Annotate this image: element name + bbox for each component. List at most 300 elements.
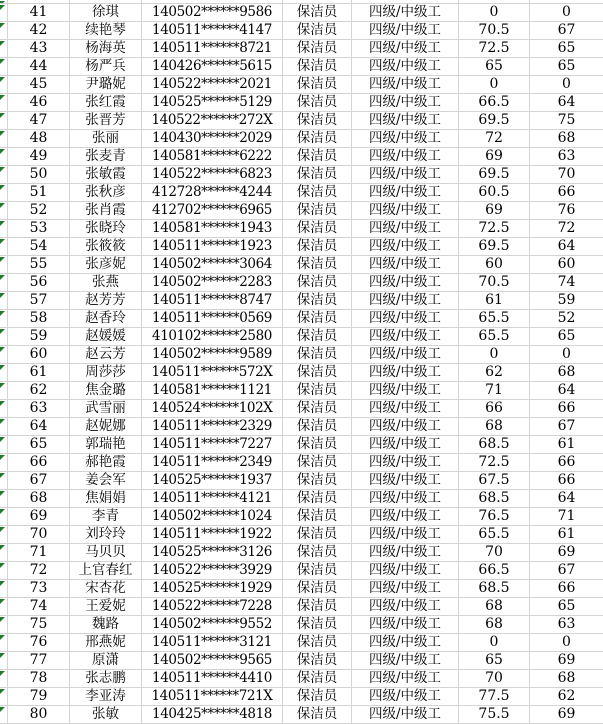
score2-cell[interactable]: 64: [530, 94, 603, 112]
name-cell[interactable]: 邢燕妮: [70, 634, 142, 652]
row-number-cell[interactable]: 64: [8, 418, 70, 436]
id-number-cell[interactable]: 140511******4410: [142, 670, 283, 688]
level-cell[interactable]: 四级/中级工: [352, 526, 459, 544]
position-cell[interactable]: 保洁员: [283, 688, 352, 706]
id-number-cell[interactable]: 140581******1121: [142, 382, 283, 400]
name-cell[interactable]: 张燕: [70, 274, 142, 292]
name-cell[interactable]: 焦娟娟: [70, 490, 142, 508]
row-number-cell[interactable]: 41: [8, 4, 70, 22]
indicator-cell[interactable]: [0, 166, 8, 184]
indicator-cell[interactable]: [0, 4, 8, 22]
row-number-cell[interactable]: 76: [8, 634, 70, 652]
level-cell[interactable]: 四级/中级工: [352, 364, 459, 382]
id-number-cell[interactable]: 140511******4121: [142, 490, 283, 508]
id-number-cell[interactable]: 140502******9589: [142, 346, 283, 364]
id-number-cell[interactable]: 140511******1923: [142, 238, 283, 256]
indicator-cell[interactable]: [0, 472, 8, 490]
level-cell[interactable]: 四级/中级工: [352, 616, 459, 634]
id-number-cell[interactable]: 140522******6823: [142, 166, 283, 184]
level-cell[interactable]: 四级/中级工: [352, 490, 459, 508]
score1-cell[interactable]: 77.5: [459, 688, 530, 706]
level-cell[interactable]: 四级/中级工: [352, 580, 459, 598]
row-number-cell[interactable]: 47: [8, 112, 70, 130]
indicator-cell[interactable]: [0, 184, 8, 202]
indicator-cell[interactable]: [0, 454, 8, 472]
position-cell[interactable]: 保洁员: [283, 418, 352, 436]
level-cell[interactable]: 四级/中级工: [352, 22, 459, 40]
score1-cell[interactable]: 0: [459, 346, 530, 364]
name-cell[interactable]: 赵媛媛: [70, 328, 142, 346]
name-cell[interactable]: 张麦青: [70, 148, 142, 166]
name-cell[interactable]: 张红霞: [70, 94, 142, 112]
name-cell[interactable]: 赵云芳: [70, 346, 142, 364]
level-cell[interactable]: 四级/中级工: [352, 346, 459, 364]
score2-cell[interactable]: 52: [530, 310, 603, 328]
indicator-cell[interactable]: [0, 130, 8, 148]
level-cell[interactable]: 四级/中级工: [352, 670, 459, 688]
name-cell[interactable]: 张敏: [70, 706, 142, 724]
indicator-cell[interactable]: [0, 58, 8, 76]
level-cell[interactable]: 四级/中级工: [352, 184, 459, 202]
id-number-cell[interactable]: 140511******572X: [142, 364, 283, 382]
name-cell[interactable]: 周莎莎: [70, 364, 142, 382]
row-number-cell[interactable]: 73: [8, 580, 70, 598]
level-cell[interactable]: 四级/中级工: [352, 76, 459, 94]
row-number-cell[interactable]: 70: [8, 526, 70, 544]
name-cell[interactable]: 张秋彦: [70, 184, 142, 202]
level-cell[interactable]: 四级/中级工: [352, 220, 459, 238]
row-number-cell[interactable]: 69: [8, 508, 70, 526]
name-cell[interactable]: 郭瑞艳: [70, 436, 142, 454]
score1-cell[interactable]: 69.5: [459, 238, 530, 256]
position-cell[interactable]: 保洁员: [283, 562, 352, 580]
level-cell[interactable]: 四级/中级工: [352, 652, 459, 670]
score2-cell[interactable]: 65: [530, 598, 603, 616]
indicator-cell[interactable]: [0, 40, 8, 58]
level-cell[interactable]: 四级/中级工: [352, 238, 459, 256]
id-number-cell[interactable]: 140525******1929: [142, 580, 283, 598]
name-cell[interactable]: 王爱妮: [70, 598, 142, 616]
position-cell[interactable]: 保洁员: [283, 184, 352, 202]
position-cell[interactable]: 保洁员: [283, 292, 352, 310]
position-cell[interactable]: 保洁员: [283, 202, 352, 220]
row-number-cell[interactable]: 53: [8, 220, 70, 238]
position-cell[interactable]: 保洁员: [283, 346, 352, 364]
id-number-cell[interactable]: 140581******1943: [142, 220, 283, 238]
level-cell[interactable]: 四级/中级工: [352, 4, 459, 22]
score1-cell[interactable]: 68: [459, 598, 530, 616]
position-cell[interactable]: 保洁员: [283, 328, 352, 346]
level-cell[interactable]: 四级/中级工: [352, 418, 459, 436]
id-number-cell[interactable]: 140502******3064: [142, 256, 283, 274]
score1-cell[interactable]: 68: [459, 418, 530, 436]
indicator-cell[interactable]: [0, 148, 8, 166]
id-number-cell[interactable]: 140502******9565: [142, 652, 283, 670]
position-cell[interactable]: 保洁员: [283, 4, 352, 22]
indicator-cell[interactable]: [0, 580, 8, 598]
row-number-cell[interactable]: 50: [8, 166, 70, 184]
position-cell[interactable]: 保洁员: [283, 634, 352, 652]
position-cell[interactable]: 保洁员: [283, 94, 352, 112]
row-number-cell[interactable]: 43: [8, 40, 70, 58]
row-number-cell[interactable]: 77: [8, 652, 70, 670]
position-cell[interactable]: 保洁员: [283, 148, 352, 166]
score2-cell[interactable]: 69: [530, 544, 603, 562]
level-cell[interactable]: 四级/中级工: [352, 598, 459, 616]
position-cell[interactable]: 保洁员: [283, 238, 352, 256]
row-number-cell[interactable]: 45: [8, 76, 70, 94]
id-number-cell[interactable]: 140522******7228: [142, 598, 283, 616]
position-cell[interactable]: 保洁员: [283, 490, 352, 508]
name-cell[interactable]: 续艳琴: [70, 22, 142, 40]
position-cell[interactable]: 保洁员: [283, 454, 352, 472]
score1-cell[interactable]: 69.5: [459, 166, 530, 184]
level-cell[interactable]: 四级/中级工: [352, 148, 459, 166]
id-number-cell[interactable]: 140511******2329: [142, 418, 283, 436]
id-number-cell[interactable]: 140511******3121: [142, 634, 283, 652]
id-number-cell[interactable]: 140511******8721: [142, 40, 283, 58]
id-number-cell[interactable]: 140522******2021: [142, 76, 283, 94]
score1-cell[interactable]: 71: [459, 382, 530, 400]
level-cell[interactable]: 四级/中级工: [352, 58, 459, 76]
id-number-cell[interactable]: 410102******2580: [142, 328, 283, 346]
indicator-cell[interactable]: [0, 238, 8, 256]
row-number-cell[interactable]: 67: [8, 472, 70, 490]
position-cell[interactable]: 保洁员: [283, 112, 352, 130]
row-number-cell[interactable]: 55: [8, 256, 70, 274]
position-cell[interactable]: 保洁员: [283, 22, 352, 40]
name-cell[interactable]: 上官春红: [70, 562, 142, 580]
score1-cell[interactable]: 69: [459, 148, 530, 166]
score1-cell[interactable]: 0: [459, 634, 530, 652]
row-number-cell[interactable]: 48: [8, 130, 70, 148]
position-cell[interactable]: 保洁员: [283, 598, 352, 616]
score2-cell[interactable]: 65: [530, 58, 603, 76]
id-number-cell[interactable]: 140502******9552: [142, 616, 283, 634]
score2-cell[interactable]: 0: [530, 346, 603, 364]
score2-cell[interactable]: 74: [530, 274, 603, 292]
score1-cell[interactable]: 68: [459, 616, 530, 634]
score2-cell[interactable]: 69: [530, 652, 603, 670]
position-cell[interactable]: 保洁员: [283, 580, 352, 598]
name-cell[interactable]: 李青: [70, 508, 142, 526]
indicator-cell[interactable]: [0, 634, 8, 652]
level-cell[interactable]: 四级/中级工: [352, 382, 459, 400]
score2-cell[interactable]: 75: [530, 112, 603, 130]
score1-cell[interactable]: 65.5: [459, 310, 530, 328]
name-cell[interactable]: 张丽: [70, 130, 142, 148]
indicator-cell[interactable]: [0, 400, 8, 418]
score2-cell[interactable]: 0: [530, 4, 603, 22]
position-cell[interactable]: 保洁员: [283, 400, 352, 418]
id-number-cell[interactable]: 140581******6222: [142, 148, 283, 166]
name-cell[interactable]: 焦金璐: [70, 382, 142, 400]
indicator-cell[interactable]: [0, 310, 8, 328]
row-number-cell[interactable]: 65: [8, 436, 70, 454]
row-number-cell[interactable]: 74: [8, 598, 70, 616]
score1-cell[interactable]: 70: [459, 670, 530, 688]
name-cell[interactable]: 张志鹏: [70, 670, 142, 688]
position-cell[interactable]: 保洁员: [283, 40, 352, 58]
position-cell[interactable]: 保洁员: [283, 382, 352, 400]
name-cell[interactable]: 赵妮娜: [70, 418, 142, 436]
score1-cell[interactable]: 65.5: [459, 328, 530, 346]
position-cell[interactable]: 保洁员: [283, 652, 352, 670]
level-cell[interactable]: 四级/中级工: [352, 400, 459, 418]
id-number-cell[interactable]: 140511******721X: [142, 688, 283, 706]
id-number-cell[interactable]: 140511******1922: [142, 526, 283, 544]
score1-cell[interactable]: 70.5: [459, 22, 530, 40]
id-number-cell[interactable]: 140511******0569: [142, 310, 283, 328]
score1-cell[interactable]: 68.5: [459, 580, 530, 598]
row-number-cell[interactable]: 46: [8, 94, 70, 112]
score1-cell[interactable]: 66.5: [459, 94, 530, 112]
score1-cell[interactable]: 0: [459, 76, 530, 94]
score1-cell[interactable]: 72: [459, 130, 530, 148]
level-cell[interactable]: 四级/中级工: [352, 328, 459, 346]
id-number-cell[interactable]: 140426******5615: [142, 58, 283, 76]
name-cell[interactable]: 姜会军: [70, 472, 142, 490]
name-cell[interactable]: 张彦妮: [70, 256, 142, 274]
level-cell[interactable]: 四级/中级工: [352, 436, 459, 454]
position-cell[interactable]: 保洁员: [283, 166, 352, 184]
id-number-cell[interactable]: 140525******5129: [142, 94, 283, 112]
level-cell[interactable]: 四级/中级工: [352, 688, 459, 706]
name-cell[interactable]: 赵香玲: [70, 310, 142, 328]
indicator-cell[interactable]: [0, 688, 8, 706]
row-number-cell[interactable]: 80: [8, 706, 70, 724]
id-number-cell[interactable]: 140502******9586: [142, 4, 283, 22]
id-number-cell[interactable]: 412728******4244: [142, 184, 283, 202]
score2-cell[interactable]: 66: [530, 184, 603, 202]
row-number-cell[interactable]: 71: [8, 544, 70, 562]
score1-cell[interactable]: 68.5: [459, 436, 530, 454]
row-number-cell[interactable]: 49: [8, 148, 70, 166]
score1-cell[interactable]: 66.5: [459, 562, 530, 580]
score2-cell[interactable]: 69: [530, 706, 603, 724]
score1-cell[interactable]: 70: [459, 544, 530, 562]
row-number-cell[interactable]: 59: [8, 328, 70, 346]
row-number-cell[interactable]: 72: [8, 562, 70, 580]
score1-cell[interactable]: 60: [459, 256, 530, 274]
score1-cell[interactable]: 65: [459, 652, 530, 670]
indicator-cell[interactable]: [0, 526, 8, 544]
score1-cell[interactable]: 72.5: [459, 220, 530, 238]
position-cell[interactable]: 保洁员: [283, 472, 352, 490]
score2-cell[interactable]: 68: [530, 670, 603, 688]
level-cell[interactable]: 四级/中级工: [352, 112, 459, 130]
score2-cell[interactable]: 66: [530, 400, 603, 418]
id-number-cell[interactable]: 140511******8747: [142, 292, 283, 310]
score2-cell[interactable]: 76: [530, 202, 603, 220]
id-number-cell[interactable]: 140425******4818: [142, 706, 283, 724]
row-number-cell[interactable]: 58: [8, 310, 70, 328]
position-cell[interactable]: 保洁员: [283, 508, 352, 526]
level-cell[interactable]: 四级/中级工: [352, 202, 459, 220]
level-cell[interactable]: 四级/中级工: [352, 310, 459, 328]
score1-cell[interactable]: 69.5: [459, 112, 530, 130]
name-cell[interactable]: 宋杏花: [70, 580, 142, 598]
id-number-cell[interactable]: 140502******1024: [142, 508, 283, 526]
indicator-cell[interactable]: [0, 328, 8, 346]
score2-cell[interactable]: 70: [530, 166, 603, 184]
row-number-cell[interactable]: 51: [8, 184, 70, 202]
row-number-cell[interactable]: 52: [8, 202, 70, 220]
score1-cell[interactable]: 65.5: [459, 526, 530, 544]
indicator-cell[interactable]: [0, 94, 8, 112]
name-cell[interactable]: 张晓玲: [70, 220, 142, 238]
score2-cell[interactable]: 65: [530, 328, 603, 346]
score1-cell[interactable]: 65: [459, 58, 530, 76]
position-cell[interactable]: 保洁员: [283, 130, 352, 148]
id-number-cell[interactable]: 140511******7227: [142, 436, 283, 454]
name-cell[interactable]: 魏路: [70, 616, 142, 634]
position-cell[interactable]: 保洁员: [283, 670, 352, 688]
id-number-cell[interactable]: 140511******2349: [142, 454, 283, 472]
row-number-cell[interactable]: 68: [8, 490, 70, 508]
score2-cell[interactable]: 61: [530, 436, 603, 454]
id-number-cell[interactable]: 140511******4147: [142, 22, 283, 40]
name-cell[interactable]: 尹璐妮: [70, 76, 142, 94]
score2-cell[interactable]: 63: [530, 148, 603, 166]
level-cell[interactable]: 四级/中级工: [352, 166, 459, 184]
position-cell[interactable]: 保洁员: [283, 220, 352, 238]
indicator-cell[interactable]: [0, 220, 8, 238]
score2-cell[interactable]: 64: [530, 490, 603, 508]
indicator-cell[interactable]: [0, 382, 8, 400]
name-cell[interactable]: 张肖霞: [70, 202, 142, 220]
indicator-cell[interactable]: [0, 706, 8, 724]
name-cell[interactable]: 武雪丽: [70, 400, 142, 418]
score2-cell[interactable]: 64: [530, 238, 603, 256]
score1-cell[interactable]: 61: [459, 292, 530, 310]
indicator-cell[interactable]: [0, 76, 8, 94]
score2-cell[interactable]: 67: [530, 562, 603, 580]
level-cell[interactable]: 四级/中级工: [352, 562, 459, 580]
score2-cell[interactable]: 0: [530, 634, 603, 652]
row-number-cell[interactable]: 56: [8, 274, 70, 292]
id-number-cell[interactable]: 140525******1937: [142, 472, 283, 490]
level-cell[interactable]: 四级/中级工: [352, 292, 459, 310]
position-cell[interactable]: 保洁员: [283, 58, 352, 76]
indicator-cell[interactable]: [0, 202, 8, 220]
row-number-cell[interactable]: 63: [8, 400, 70, 418]
position-cell[interactable]: 保洁员: [283, 706, 352, 724]
score2-cell[interactable]: 60: [530, 256, 603, 274]
name-cell[interactable]: 刘玲玲: [70, 526, 142, 544]
name-cell[interactable]: 原潇: [70, 652, 142, 670]
score1-cell[interactable]: 69: [459, 202, 530, 220]
indicator-cell[interactable]: [0, 436, 8, 454]
score1-cell[interactable]: 60.5: [459, 184, 530, 202]
position-cell[interactable]: 保洁员: [283, 616, 352, 634]
indicator-cell[interactable]: [0, 616, 8, 634]
score1-cell[interactable]: 67.5: [459, 472, 530, 490]
name-cell[interactable]: 徐琪: [70, 4, 142, 22]
name-cell[interactable]: 赵芳芳: [70, 292, 142, 310]
level-cell[interactable]: 四级/中级工: [352, 40, 459, 58]
score2-cell[interactable]: 71: [530, 508, 603, 526]
position-cell[interactable]: 保洁员: [283, 310, 352, 328]
indicator-cell[interactable]: [0, 544, 8, 562]
position-cell[interactable]: 保洁员: [283, 256, 352, 274]
indicator-cell[interactable]: [0, 490, 8, 508]
name-cell[interactable]: 张筱筱: [70, 238, 142, 256]
name-cell[interactable]: 杨海英: [70, 40, 142, 58]
score1-cell[interactable]: 0: [459, 4, 530, 22]
name-cell[interactable]: 杨严兵: [70, 58, 142, 76]
indicator-cell[interactable]: [0, 274, 8, 292]
position-cell[interactable]: 保洁员: [283, 436, 352, 454]
score1-cell[interactable]: 72.5: [459, 454, 530, 472]
score1-cell[interactable]: 70.5: [459, 274, 530, 292]
score2-cell[interactable]: 64: [530, 382, 603, 400]
indicator-cell[interactable]: [0, 346, 8, 364]
score2-cell[interactable]: 66: [530, 454, 603, 472]
level-cell[interactable]: 四级/中级工: [352, 706, 459, 724]
row-number-cell[interactable]: 79: [8, 688, 70, 706]
row-number-cell[interactable]: 62: [8, 382, 70, 400]
indicator-cell[interactable]: [0, 562, 8, 580]
level-cell[interactable]: 四级/中级工: [352, 454, 459, 472]
id-number-cell[interactable]: 140522******3929: [142, 562, 283, 580]
level-cell[interactable]: 四级/中级工: [352, 256, 459, 274]
row-number-cell[interactable]: 57: [8, 292, 70, 310]
level-cell[interactable]: 四级/中级工: [352, 472, 459, 490]
indicator-cell[interactable]: [0, 652, 8, 670]
score2-cell[interactable]: 67: [530, 418, 603, 436]
score2-cell[interactable]: 66: [530, 472, 603, 490]
name-cell[interactable]: 李亚涛: [70, 688, 142, 706]
row-number-cell[interactable]: 78: [8, 670, 70, 688]
position-cell[interactable]: 保洁员: [283, 364, 352, 382]
level-cell[interactable]: 四级/中级工: [352, 94, 459, 112]
indicator-cell[interactable]: [0, 670, 8, 688]
score1-cell[interactable]: 76.5: [459, 508, 530, 526]
id-number-cell[interactable]: 140522******272X: [142, 112, 283, 130]
indicator-cell[interactable]: [0, 508, 8, 526]
indicator-cell[interactable]: [0, 364, 8, 382]
score2-cell[interactable]: 68: [530, 364, 603, 382]
level-cell[interactable]: 四级/中级工: [352, 544, 459, 562]
id-number-cell[interactable]: 140525******3126: [142, 544, 283, 562]
indicator-cell[interactable]: [0, 292, 8, 310]
indicator-cell[interactable]: [0, 112, 8, 130]
score2-cell[interactable]: 59: [530, 292, 603, 310]
name-cell[interactable]: 马贝贝: [70, 544, 142, 562]
score2-cell[interactable]: 66: [530, 580, 603, 598]
position-cell[interactable]: 保洁员: [283, 274, 352, 292]
level-cell[interactable]: 四级/中级工: [352, 508, 459, 526]
indicator-cell[interactable]: [0, 418, 8, 436]
row-number-cell[interactable]: 66: [8, 454, 70, 472]
row-number-cell[interactable]: 42: [8, 22, 70, 40]
row-number-cell[interactable]: 54: [8, 238, 70, 256]
row-number-cell[interactable]: 61: [8, 364, 70, 382]
score2-cell[interactable]: 63: [530, 616, 603, 634]
row-number-cell[interactable]: 44: [8, 58, 70, 76]
indicator-cell[interactable]: [0, 256, 8, 274]
indicator-cell[interactable]: [0, 598, 8, 616]
score1-cell[interactable]: 68.5: [459, 490, 530, 508]
id-number-cell[interactable]: 140502******2283: [142, 274, 283, 292]
position-cell[interactable]: 保洁员: [283, 526, 352, 544]
id-number-cell[interactable]: 140524******102X: [142, 400, 283, 418]
score1-cell[interactable]: 72.5: [459, 40, 530, 58]
score2-cell[interactable]: 72: [530, 220, 603, 238]
score2-cell[interactable]: 62: [530, 688, 603, 706]
name-cell[interactable]: 郝艳霞: [70, 454, 142, 472]
